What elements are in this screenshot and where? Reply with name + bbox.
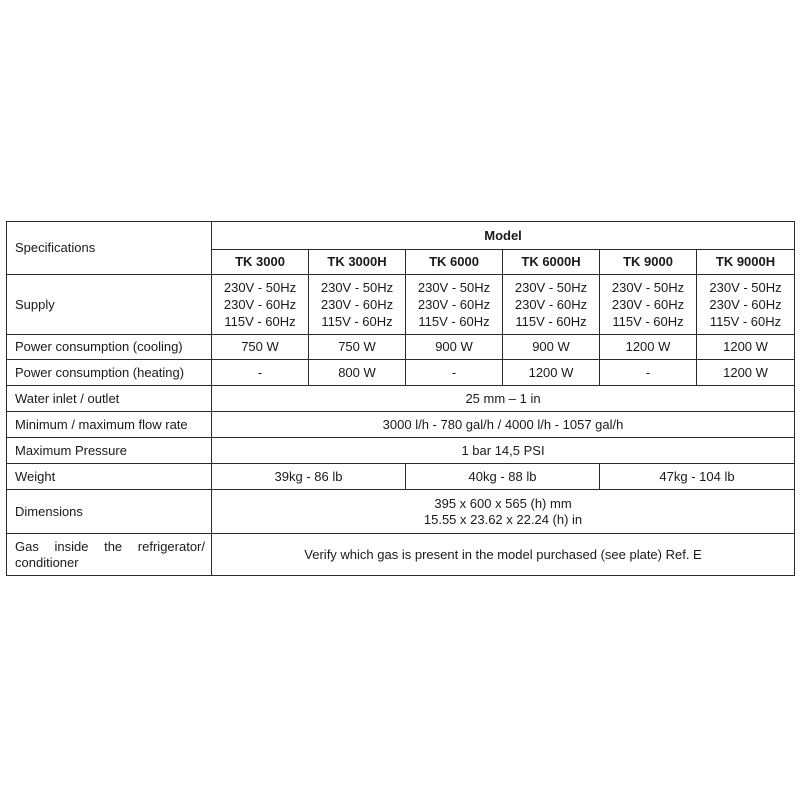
row-power-heating (7, 360, 795, 386)
row-label-gas: Gas inside the refrigerator/ conditioner (7, 534, 212, 576)
supply-value: 115V - 60Hz (224, 314, 296, 329)
row-label-max-pressure: Maximum Pressure (7, 438, 212, 464)
supply-value: 230V - 60Hz (611, 297, 685, 312)
power-heating-value: - (212, 360, 309, 386)
dimensions-cell (212, 490, 795, 534)
supply-value: 230V - 50Hz (514, 280, 588, 295)
supply-cell (503, 275, 600, 335)
weight-value: 39kg - 86 lb (212, 464, 406, 490)
row-label-flow-rate: Minimum / maximum flow rate (7, 412, 212, 438)
row-supply (7, 275, 795, 335)
power-cooling-value: 750 W (212, 335, 309, 360)
supply-value: 230V - 60Hz (320, 297, 394, 312)
model-name: TK 6000 (406, 250, 503, 275)
model-name: TK 9000 (600, 250, 697, 275)
power-cooling-value: 1200 W (697, 335, 795, 360)
supply-value: 230V - 60Hz (417, 297, 491, 312)
supply-cell (697, 275, 795, 335)
supply-value: 230V - 50Hz (611, 280, 685, 295)
model-name: TK 9000H (697, 250, 795, 275)
row-label-water-inlet: Water inlet / outlet (7, 386, 212, 412)
row-power-cooling (7, 335, 795, 360)
supply-value: 115V - 60Hz (321, 314, 393, 329)
row-water-inlet (7, 386, 795, 412)
row-label-power-cooling: Power consumption (cooling) (7, 335, 212, 360)
dimensions-metric: 395 x 600 x 565 (h) mm (434, 495, 572, 511)
supply-value: 115V - 60Hz (418, 314, 490, 329)
row-weight (7, 464, 795, 490)
power-heating-value: - (600, 360, 697, 386)
model-name: TK 3000H (309, 250, 406, 275)
power-cooling-value: 900 W (503, 335, 600, 360)
gas-value: Verify which gas is present in the model purchased (see plate) Ref. E (212, 534, 795, 576)
power-heating-value: 1200 W (697, 360, 795, 386)
power-heating-value: - (406, 360, 503, 386)
row-flow-rate (7, 412, 795, 438)
supply-value: 230V - 50Hz (320, 280, 394, 295)
supply-value: 230V - 60Hz (223, 297, 297, 312)
weight-value: 47kg - 104 lb (600, 464, 795, 490)
supply-value: 230V - 50Hz (417, 280, 491, 295)
header-row-model (7, 222, 795, 250)
power-heating-value: 1200 W (503, 360, 600, 386)
power-heating-value: 800 W (309, 360, 406, 386)
supply-cell (309, 275, 406, 335)
max-pressure-value: 1 bar 14,5 PSI (212, 438, 795, 464)
supply-value: 230V - 60Hz (709, 297, 782, 312)
row-label-weight: Weight (7, 464, 212, 490)
weight-value: 40kg - 88 lb (406, 464, 600, 490)
power-cooling-value: 750 W (309, 335, 406, 360)
supply-cell (212, 275, 309, 335)
power-cooling-value: 1200 W (600, 335, 697, 360)
model-header: Model (212, 222, 795, 250)
specifications-header: Specifications (7, 222, 212, 275)
row-label-dimensions: Dimensions (7, 490, 212, 534)
row-label-supply: Supply (7, 275, 212, 335)
flow-rate-value: 3000 l/h - 780 gal/h / 4000 l/h - 1057 gal/h (212, 412, 795, 438)
water-inlet-value: 25 mm – 1 in (212, 386, 795, 412)
supply-value: 115V - 60Hz (709, 314, 782, 329)
supply-value: 230V - 50Hz (223, 280, 297, 295)
model-name: TK 3000 (212, 250, 309, 275)
supply-value: 115V - 60Hz (515, 314, 587, 329)
supply-value: 230V - 50Hz (709, 280, 782, 295)
supply-cell (600, 275, 697, 335)
dimensions-imperial: 15.55 x 23.62 x 22.24 (h) in (423, 511, 583, 527)
supply-cell (406, 275, 503, 335)
supply-value: 230V - 60Hz (514, 297, 588, 312)
row-max-pressure (7, 438, 795, 464)
model-name: TK 6000H (503, 250, 600, 275)
row-label-power-heating: Power consumption (heating) (7, 360, 212, 386)
supply-value: 115V - 60Hz (612, 314, 684, 329)
specifications-table (6, 221, 795, 576)
row-dimensions (7, 490, 795, 534)
power-cooling-value: 900 W (406, 335, 503, 360)
row-gas (7, 534, 795, 576)
